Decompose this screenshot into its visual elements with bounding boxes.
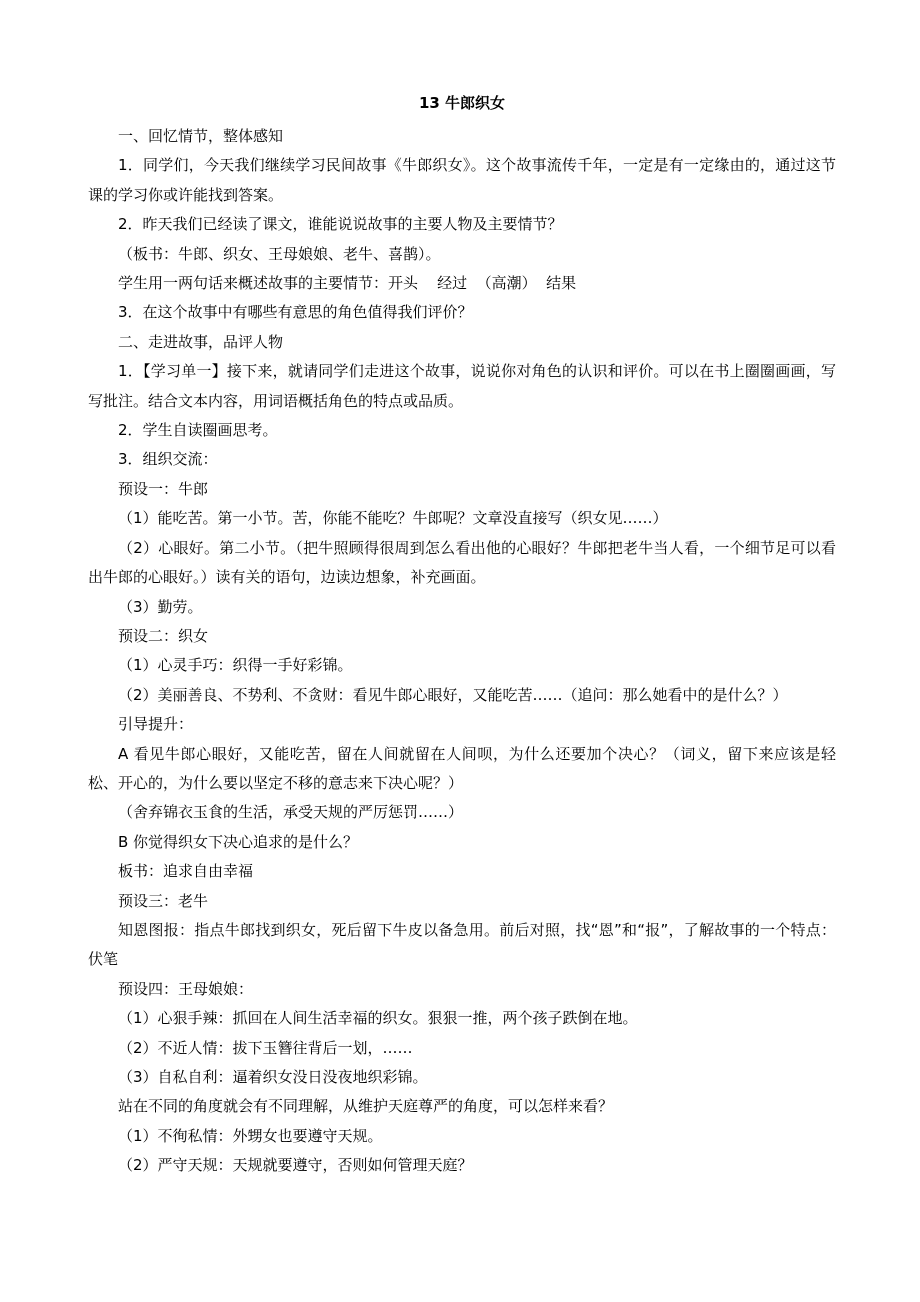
section-heading-1: 一、回忆情节，整体感知 — [118, 127, 284, 145]
paragraph: 站在不同的角度就会有不同理解，从维护天庭尊严的角度，可以怎样来看？ — [118, 1097, 614, 1116]
preset-heading: 预设四：王母娘娘： — [118, 979, 254, 998]
paragraph: （舍弃锦衣玉食的生活，承受天规的严厉惩罚……） — [118, 803, 464, 822]
preset-heading: 预设三：老牛 — [118, 891, 209, 910]
paragraph: （3）勤劳。 — [118, 597, 203, 616]
lesson-title: 13 牛郎织女 — [418, 94, 506, 112]
paragraph: （1）不徇私情：外甥女也要遵守天规。 — [118, 1126, 383, 1145]
paragraph: B 你觉得织女下决心追求的是什么？ — [118, 832, 359, 851]
paragraph: （2）严守天规：天规就要遵守，否则如何管理天庭？ — [118, 1156, 473, 1175]
paragraph: （2）美丽善良、不势利、不贪财：看见牛郎心眼好，又能吃苦……（追问：那么她看中的是什么？） — [118, 685, 788, 704]
preset-heading: 预设二：织女 — [118, 626, 209, 645]
paragraph: 1．同学们，今天我们继续学习民间故事《牛郎织女》。这个故事流传千年，一定是有一定缘由的，通过这节课的学习你或许能找到答案。 — [88, 156, 836, 204]
paragraph: A 看见牛郎心眼好，又能吃苦，留在人间就留在人间呗，为什么还要加个决心？（词义，留下来应该是轻松、开心的，为什么要以坚定不移的意志来下决心呢？） — [88, 744, 836, 792]
paragraph: 3．组织交流： — [118, 450, 218, 469]
paragraph: 3．在这个故事中有哪些有意思的角色值得我们评价？ — [118, 303, 473, 322]
paragraph: 1．【学习单一】接下来，就请同学们走进这个故事，说说你对角色的认识和评价。可以在书上圈圈画画，写写批注。结合文本内容，用词语概括角色的特点或品质。 — [88, 362, 836, 410]
preset-heading: 预设一：牛郎 — [118, 479, 209, 498]
paragraph: （2）心眼好。第二小节。（把牛照顾得很周到怎么看出他的心眼好？牛郎把老牛当人看，一个细节足可以看出牛郎的心眼好。）读有关的语句，边读边想象，补充画面。 — [88, 538, 836, 587]
paragraph: （1）能吃苦。第一小节。苦，你能不能吃？牛郎呢？文章没直接写（织女见……） — [118, 509, 668, 528]
paragraph: （2）不近人情：拔下玉簪往背后一划，…… — [118, 1038, 413, 1057]
paragraph: 2．学生自读圈画思考。 — [118, 421, 278, 440]
paragraph: 学生用一两句话来概述故事的主要情节：开头 经过 （高潮） 结果 — [118, 274, 577, 293]
paragraph: （3）自私自利：逼着织女没日没夜地织彩锦。 — [118, 1068, 428, 1086]
paragraph: （板书：牛郎、织女、王母娘娘、老牛、喜鹊）。 — [118, 244, 441, 263]
paragraph: （1）心灵手巧：织得一手好彩锦。 — [118, 656, 353, 675]
paragraph: 知恩图报：指点牛郎找到织女，死后留下牛皮以备急用。前后对照，找“恩”和“报”，了解故事的一个特点：伏笔 — [88, 920, 836, 969]
document-page — [88, 92, 836, 1181]
section-heading-2: 二、走进故事，品评人物 — [118, 332, 284, 351]
paragraph: 板书：追求自由幸福 — [118, 862, 254, 881]
paragraph: （1）心狠手辣：抓回在人间生活幸福的织女。狠狠一推，两个孩子跌倒在地。 — [118, 1009, 638, 1028]
paragraph: 2．昨天我们已经读了课文，谁能说说故事的主要人物及主要情节？ — [118, 215, 563, 234]
paragraph: 引导提升： — [118, 715, 194, 734]
